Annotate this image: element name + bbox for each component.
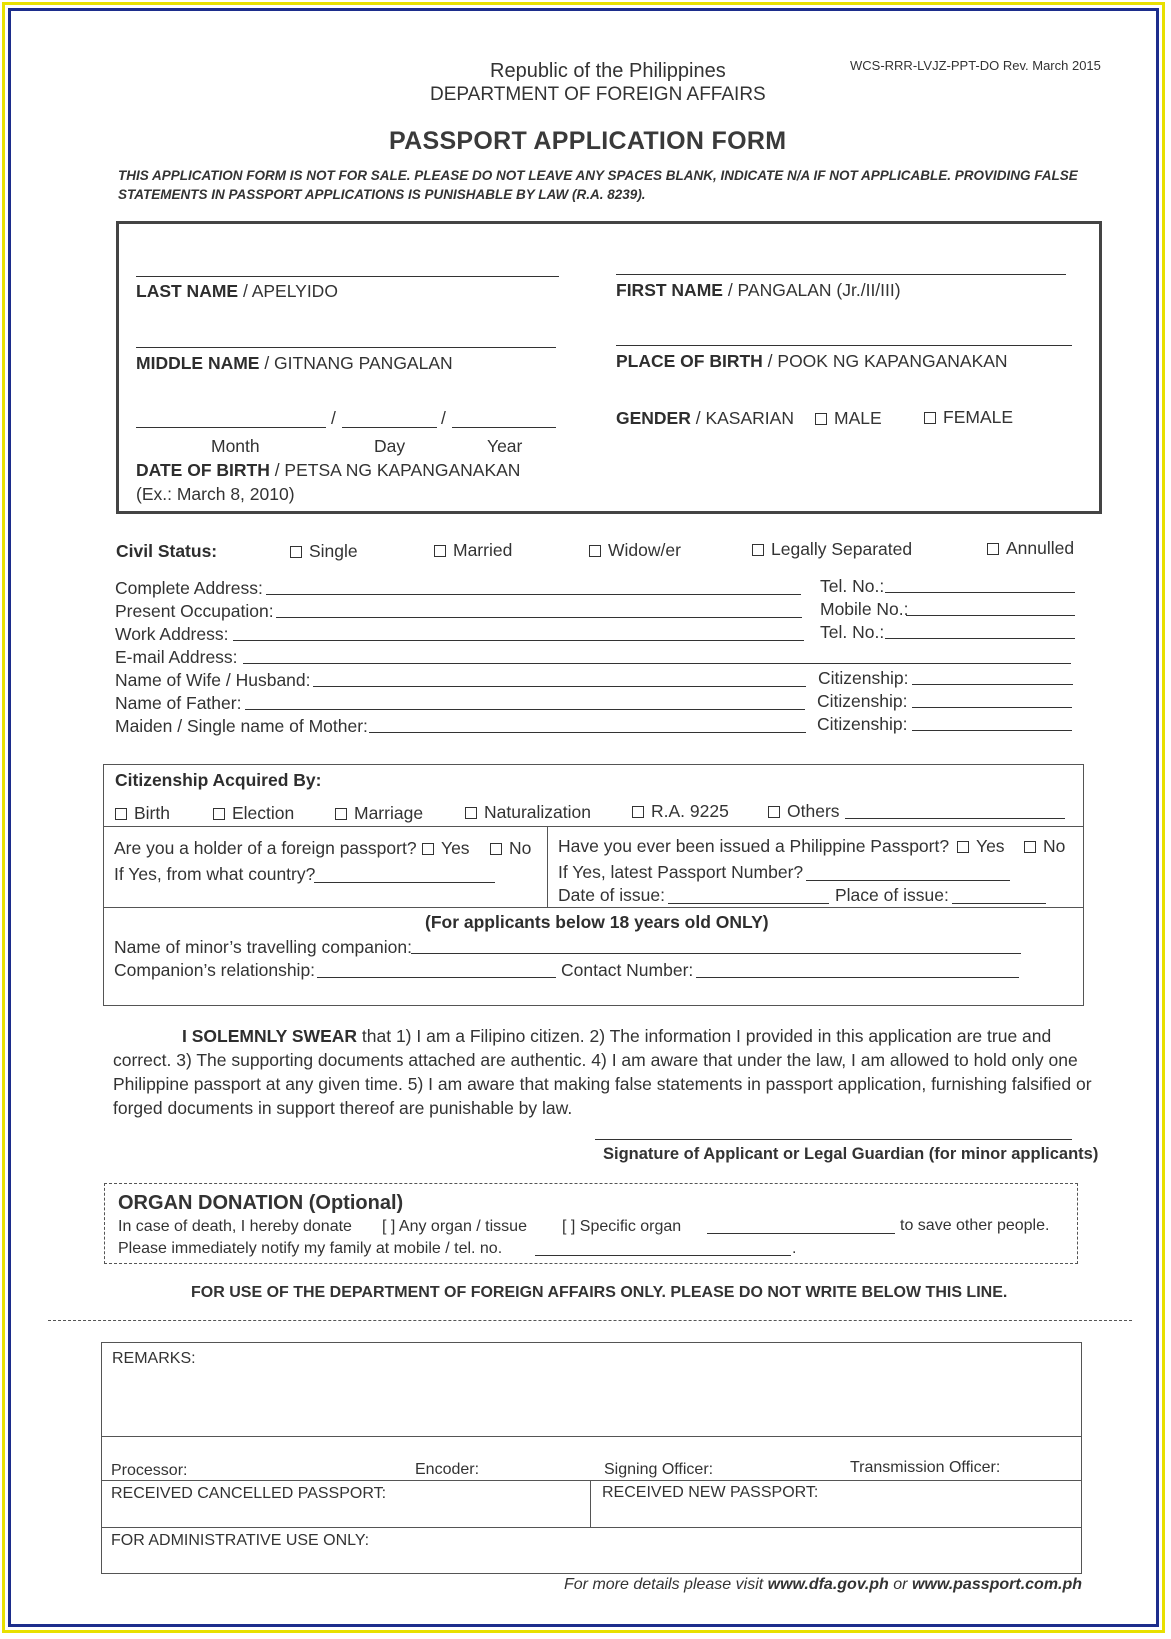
dob-year-caption: Year [487,436,523,456]
work-tel-label: Tel. No.: [820,622,885,642]
gender-male-checkbox[interactable]: MALE [815,408,882,429]
last-name-input[interactable] [136,276,559,277]
form-code: WCS-RRR-LVJZ-PPT-DO Rev. March 2015 [850,58,1101,73]
dob-month-caption: Month [211,436,260,456]
oath-line-3: Philippine passport at any given time. 5) I am aware that making false statements in passport application, furnishing falsified or [113,1074,1092,1094]
civil-status-label: Civil Status: [116,541,218,561]
checkbox-icon [752,544,764,556]
dfa-use-notice: FOR USE OF THE DEPARTMENT OF FOREIGN AFFAIRS ONLY. PLEASE DO NOT WRITE BELOW THIS LINE. [191,1284,1008,1301]
received-new-label: RECEIVED NEW PASSPORT: [602,1484,819,1501]
checkbox-icon [957,841,969,853]
civil-status-married[interactable]: Married [434,540,512,561]
father-citizenship-label: Citizenship: [817,691,908,711]
contact-number-label: Contact Number: [561,960,694,980]
signature-label: Signature of Applicant or Legal Guardian (for minor applicants) [603,1145,1099,1163]
place-of-issue-input[interactable] [952,903,1046,904]
dob-day-caption: Day [374,436,406,456]
ph-passport-no[interactable]: No [1024,836,1065,857]
page-title: PASSPORT APPLICATION FORM [389,127,787,155]
cut-line [48,1320,1132,1321]
foreign-passport-yes[interactable]: Yes [422,838,470,859]
footer-note: For more details please visit www.dfa.gov.ph or www.passport.com.ph [564,1576,1083,1593]
father-label: Name of Father: [115,693,242,713]
father-citizenship-input[interactable] [912,707,1072,708]
place-of-birth-label: PLACE OF BIRTH / POOK NG KAPANGANAKAN [616,351,1008,371]
minor-companion-input[interactable] [411,953,1021,954]
gender-label: GENDER / KASARIAN [616,408,794,428]
work-address-input[interactable] [233,640,804,641]
checkbox-icon [335,808,347,820]
place-of-issue-label: Place of issue: [835,885,949,905]
spouse-label: Name of Wife / Husband: [115,670,311,690]
complete-address-input[interactable] [266,594,801,595]
specific-organ-input[interactable] [707,1233,895,1234]
checkbox-icon [924,412,936,424]
foreign-country-input[interactable] [314,882,495,883]
ph-passport-yes[interactable]: Yes [957,836,1005,857]
ph-passport-question: Have you ever been issued a Philippine Passport? [558,836,950,856]
citizenship-others[interactable]: Others [768,801,840,822]
checkbox-icon [1024,841,1036,853]
oath-line-1: I SOLEMNLY SWEAR that 1) I am a Filipino citizen. 2) The information I provided in this application are true and [182,1026,1052,1046]
divider [101,1436,1082,1437]
checkbox-icon [213,808,225,820]
encoder-label: Encoder: [415,1461,480,1478]
citizenship-election[interactable]: Election [213,803,294,824]
specific-organ-checkbox[interactable]: [ ] Specific organ [562,1218,682,1235]
received-cancelled-label: RECEIVED CANCELLED PASSPORT: [111,1485,387,1502]
dob-slash-1: / [331,408,336,428]
dob-slash-2: / [441,408,446,428]
checkbox-icon [115,808,127,820]
checkbox-icon [490,843,502,855]
checkbox-icon [589,545,601,557]
middle-name-label: MIDDLE NAME / GITNANG PANGALAN [136,353,453,373]
processor-label: Processor: [111,1462,188,1479]
transmission-officer-label: Transmission Officer: [850,1459,1001,1476]
last-name-label: LAST NAME / APELYIDO [136,281,338,301]
latest-passport-label: If Yes, latest Passport Number? [558,862,804,882]
divider [103,907,1084,908]
gender-female-checkbox[interactable]: FEMALE [924,407,1013,428]
organ-donate-text: In case of death, I hereby donate [118,1218,352,1235]
date-of-issue-label: Date of issue: [558,885,665,905]
notify-family-text: Please immediately notify my family at mobile / tel. no. [118,1240,503,1257]
dob-month-input[interactable] [136,427,326,428]
foreign-passport-no[interactable]: No [490,838,531,859]
complete-address-label: Complete Address: [115,578,263,598]
tel-label: Tel. No.: [820,576,885,596]
father-input[interactable] [245,709,805,710]
citizenship-marriage[interactable]: Marriage [335,803,423,824]
oath-line-4: forged documents in support thereof are punishable by law. [113,1098,573,1118]
divider [101,1480,1082,1481]
middle-name-input[interactable] [136,347,556,348]
warning-line-2: STATEMENTS IN PASSPORT APPLICATIONS IS PUNISHABLE BY LAW (R.A. 8239). [118,187,646,202]
spouse-citizenship-input[interactable] [912,684,1073,685]
citizenship-heading: Citizenship Acquired By: [115,770,322,790]
mobile-label: Mobile No.: [820,599,909,619]
email-input[interactable] [243,663,1071,664]
citizenship-birth[interactable]: Birth [115,803,170,824]
mother-citizenship-input[interactable] [912,730,1072,731]
checkbox-icon [768,806,780,818]
mother-label: Maiden / Single name of Mother: [115,716,368,736]
minor-heading: (For applicants below 18 years old ONLY) [425,912,769,932]
save-others-text: to save other people. [900,1217,1050,1234]
citizenship-naturalization[interactable]: Naturalization [465,802,591,823]
civil-status-widow[interactable]: Widow/er [589,540,681,561]
remarks-label: REMARKS: [112,1350,196,1367]
divider [103,826,1084,827]
spouse-input[interactable] [313,686,806,687]
citizenship-others-input[interactable] [845,818,1065,819]
checkbox-icon [815,413,827,425]
minor-companion-label: Name of minor’s travelling companion: [114,937,412,957]
work-address-label: Work Address: [115,624,229,644]
work-tel-input[interactable] [885,638,1075,639]
tel-input[interactable] [885,592,1075,593]
warning-line-1: THIS APPLICATION FORM IS NOT FOR SALE. PLEASE DO NOT LEAVE ANY SPACES BLANK, INDICATE N/A IF NOT APPLICABLE. PROVIDING FALSE [118,168,1078,183]
dfa-website-link[interactable]: www.dfa.gov.ph [767,1576,889,1593]
signing-officer-label: Signing Officer: [604,1461,714,1478]
any-organ-checkbox[interactable]: [ ] Any organ / tissue [382,1218,527,1235]
mother-input[interactable] [369,732,806,733]
foreign-country-label: If Yes, from what country? [114,864,316,884]
checkbox-icon [290,546,302,558]
email-label: E-mail Address: [115,647,238,667]
checkbox-icon [422,843,434,855]
admin-use-label: FOR ADMINISTRATIVE USE ONLY: [111,1532,370,1549]
latest-passport-input[interactable] [806,880,1010,881]
companion-relationship-input[interactable] [317,977,556,978]
companion-relationship-label: Companion’s relationship: [114,960,316,980]
divider [547,826,548,907]
civil-status-annulled[interactable]: Annulled [987,538,1074,559]
checkbox-icon [434,545,446,557]
dob-day-input[interactable] [342,427,437,428]
notify-period: . [792,1240,797,1257]
checkbox-icon [987,543,999,555]
signature-input[interactable] [595,1139,1072,1140]
mobile-input[interactable] [906,615,1075,616]
notify-family-input[interactable] [535,1255,791,1256]
first-name-label: FIRST NAME / PANGALAN (Jr./II/III) [616,280,901,300]
checkbox-icon [465,807,477,819]
divider [101,1527,1082,1528]
republic-heading: Republic of the Philippines [490,60,726,82]
occupation-label: Present Occupation: [115,601,274,621]
dob-example: (Ex.: March 8, 2010) [136,484,295,504]
citizenship-ra-9225[interactable]: R.A. 9225 [632,801,729,822]
mother-citizenship-label: Citizenship: [817,714,908,734]
checkbox-icon [632,806,644,818]
divider [590,1480,591,1527]
dob-year-input[interactable] [452,427,556,428]
spouse-citizenship-label: Citizenship: [818,668,909,688]
contact-number-input[interactable] [696,977,1019,978]
date-of-issue-input[interactable] [668,903,829,904]
organ-donation-heading: ORGAN DONATION (Optional) [118,1192,404,1214]
foreign-passport-question: Are you a holder of a foreign passport? [114,838,417,858]
dob-label: DATE OF BIRTH / PETSA NG KAPANGANAKAN [136,460,521,480]
place-of-birth-input[interactable] [616,345,1072,346]
passport-website-link[interactable]: www.passport.com.ph [911,1576,1083,1593]
civil-status-single[interactable]: Single [290,541,358,562]
oath-line-2: correct. 3) The supporting documents attached are authentic. 4) I am aware that under the law, I am allowed to hold only one [113,1050,1078,1070]
occupation-input[interactable] [276,617,802,618]
civil-status-legally-separated[interactable]: Legally Separated [752,539,912,560]
department-heading: DEPARTMENT OF FOREIGN AFFAIRS [430,84,766,105]
first-name-input[interactable] [616,274,1066,275]
